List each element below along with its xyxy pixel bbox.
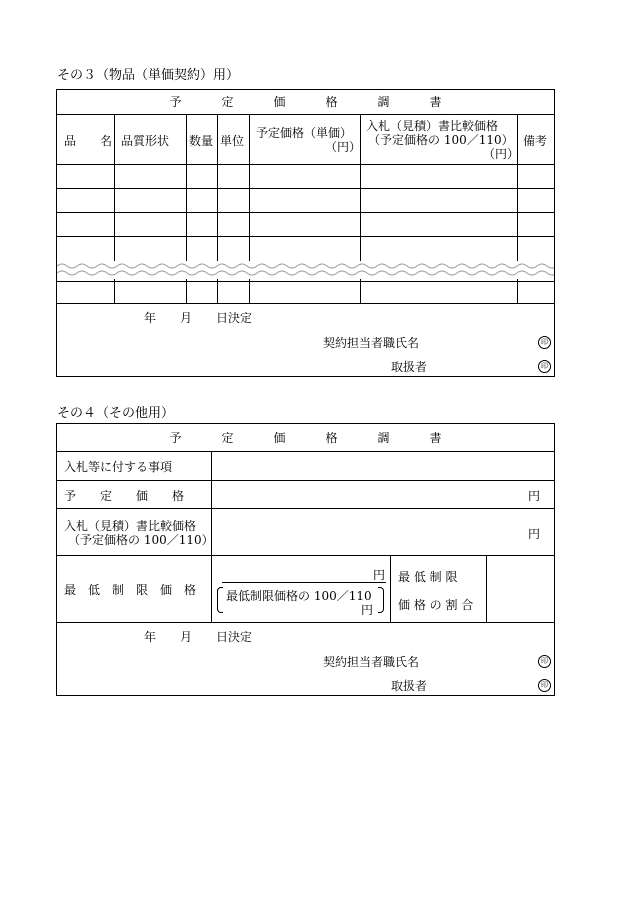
header-quality: 品質形状 [121, 134, 170, 148]
header-price-line1: 予定価格（単価） [256, 126, 353, 140]
form4-row-line [57, 508, 554, 509]
seal-icon: 印 [538, 336, 551, 349]
form4-decision-date: 年 月 日決定 [144, 630, 253, 644]
form4-handler-label: 取扱者 [391, 679, 428, 693]
form3-title: 予 定 価 格 調 書 [57, 90, 554, 115]
row-planned-price-label: 予 定 価 格 [64, 489, 185, 503]
form4-official-label: 契約担当者職氏名 [323, 655, 420, 669]
header-bid-line2: （予定価格の 100／110） [368, 133, 514, 147]
ratio-label-line1: 最 低 制 限 [398, 570, 458, 584]
form3-row-line [57, 281, 554, 282]
form4-footer-divider [57, 622, 554, 623]
header-unit: 単位 [220, 134, 245, 148]
header-bid-line1: 入札（見積）書比較価格 [366, 119, 499, 133]
form3-decision-date: 年 月 日決定 [144, 311, 253, 325]
bracket-left [217, 587, 223, 613]
form3-header-divider [57, 164, 554, 165]
min-limit-yen: 円 [373, 568, 386, 582]
form3-row-line [57, 236, 554, 237]
form3-handler-label: 取扱者 [391, 360, 428, 374]
form3-official-label: 契約担当者職氏名 [323, 336, 420, 350]
min-limit-sub-line: 最低制限価格の 100／110 [226, 589, 372, 603]
form4-row-line [57, 480, 554, 481]
planned-price-yen: 円 [528, 489, 541, 503]
min-limit-underline [222, 582, 386, 583]
header-price-line2: （円） [325, 140, 362, 154]
bracket-right [378, 587, 384, 613]
form4-row-line [57, 555, 554, 556]
seal-icon: 印 [538, 679, 551, 692]
min-limit-sub-yen: 円 [361, 603, 374, 617]
header-quantity: 数量 [189, 134, 214, 148]
form3-row-line [57, 212, 554, 213]
row-min-limit-label: 最 低 制 限 価 格 [64, 583, 197, 597]
form3-caption: その３（物品（単価契約）用） [57, 68, 240, 83]
row-compare-line2: （予定価格の 100／110） [68, 533, 214, 547]
form4-price-table [56, 423, 555, 696]
form4-caption: その４（その他用） [57, 406, 175, 421]
header-remarks: 備考 [523, 134, 548, 148]
form4-col-line [390, 555, 391, 622]
row-bid-items-label: 入札等に付する事項 [64, 460, 173, 474]
form4-col-line [486, 555, 487, 622]
header-item-name: 品 名 [64, 134, 113, 148]
row-compare-line1: 入札（見積）書比較価格 [64, 519, 197, 533]
form3-break-mark [57, 261, 554, 279]
form3-footer-divider [57, 303, 554, 304]
seal-icon: 印 [538, 360, 551, 373]
seal-icon: 印 [538, 655, 551, 668]
form3-row-line [57, 188, 554, 189]
header-bid-line3: （円） [483, 147, 520, 161]
form3-price-table [56, 89, 555, 377]
form4-title: 予 定 価 格 調 書 [57, 424, 554, 452]
ratio-label-line2: 価 格 の 割 合 [398, 598, 474, 612]
compare-price-yen: 円 [528, 527, 541, 541]
